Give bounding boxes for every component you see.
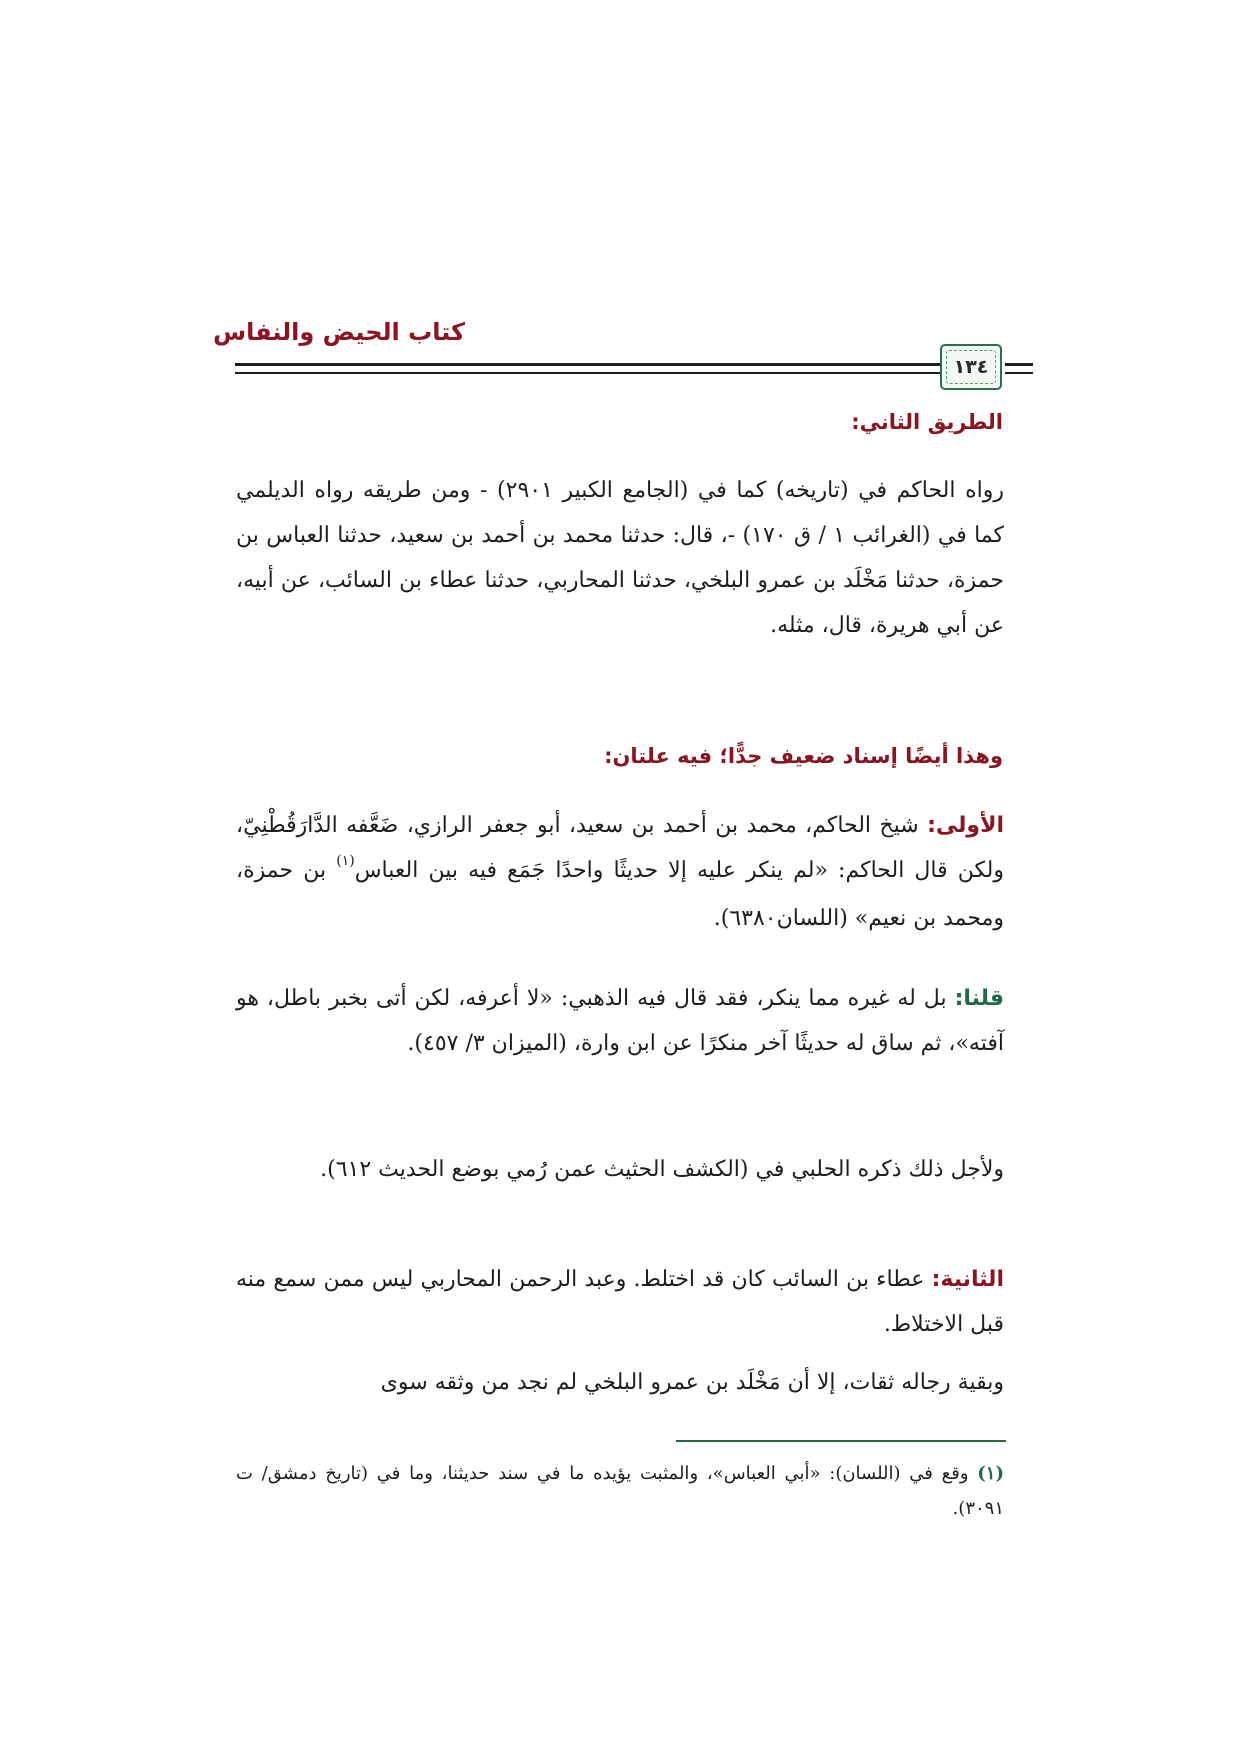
running-title: كتاب الحيض والنفاس: [212, 318, 465, 346]
footnote-reference[interactable]: (١): [336, 853, 355, 869]
footnote-marker: (١): [977, 1463, 1004, 1484]
header-rule-top: [235, 363, 991, 366]
header-rule-stub-top: [1005, 363, 1033, 366]
first-defect-text-b: بن حمزة، ومحمد بن نعيم» (اللسان٦٣٨٠).: [236, 858, 1004, 931]
header-rule-stub-bottom: [1005, 372, 1033, 374]
paragraph-remaining-narrators: وبقية رجاله ثقات، إلا أن مَخْلَد بن عمرو البلخي لم نجد من وثقه سوى: [380, 1370, 1004, 1395]
paragraph-first-defect: [236, 803, 1004, 941]
section-heading-weakness: وهذا أيضًا إسناد ضعيف جدًّا؛ فيه علتان:: [604, 744, 1003, 768]
paragraph-our-remark: [236, 976, 1004, 1066]
second-defect-text: عطاء بن السائب كان قد اختلط. وعبد الرحمن المحاربي ليس ممن سمع منه قبل الاختلاط.: [236, 1267, 1004, 1337]
paragraph-halabi: ولأجل ذلك ذكره الحلبي في (الكشف الحثيث عمن رُمي بوضع الحديث ٦١٢).: [320, 1157, 1004, 1182]
first-defect-label: الأولى:: [927, 813, 1004, 838]
footnote-text: وقع في (اللسان): «أبي العباس»، والمثبت يؤيده ما في سند حديثنا، وما في (تاريخ دمشق/ ت ٣٠٩١).: [236, 1463, 1004, 1519]
paragraph-second-defect: [236, 1257, 1004, 1347]
paragraph-narration: رواه الحاكم في (تاريخه) كما في (الجامع الكبير ٢٩٠١) - ومن طريقه رواه الديلمي كما في (الغرائب ١ / ق ١٧٠) -، قال: حدثنا محمد بن أحمد بن سعيد، حدثنا العباس بن حمزة، حدثنا مَخْلَد بن عمرو البلخي، حدثنا المحاربي، حدثنا عطاء بن السائب، عن أبيه، عن أبي هريرة، قال، مثله.: [236, 478, 1005, 638]
second-defect-label: الثانية:: [931, 1267, 1004, 1292]
page-number-frame: [940, 344, 1002, 390]
header-rule-bottom: [235, 372, 991, 374]
section-heading-second-route: الطريق الثاني:: [851, 410, 1003, 434]
first-defect-text-a: شيخ الحاكم، محمد بن أحمد بن سعيد، أبو جعفر الرازي، ضَعَّفه الدَّارَقُطْنِيّ، ولكن قال الحاكم: «لم ينكر عليه إلا حديثًا واحدًا جَمَع فيه بين العباس: [236, 813, 1004, 883]
our-remark-label: قلنا:: [954, 986, 1004, 1011]
page-number: ١٣٤: [953, 356, 989, 378]
footnote: [236, 1456, 1004, 1526]
our-remark-text: بل له غيره مما ينكر، فقد قال فيه الذهبي: «لا أعرفه، لكن أتى بخبر باطل، هو آفته»، ثم ساق له حديثًا آخر منكرًا عن ابن وارة، (الميزان ٣/ ٤٥٧).: [236, 986, 1004, 1056]
footnote-separator: [676, 1440, 1006, 1442]
